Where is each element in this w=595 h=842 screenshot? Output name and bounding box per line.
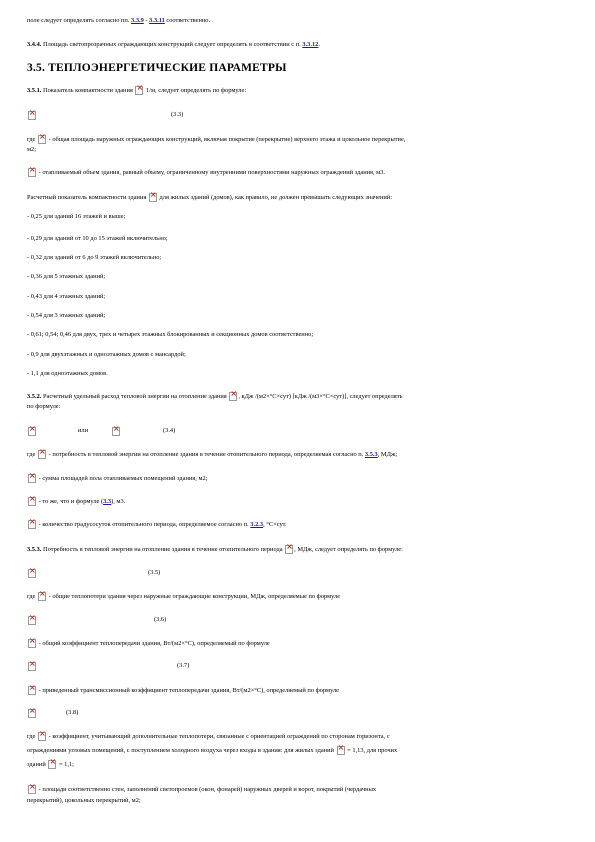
text: , кДж /(м2×°С×сут) [кДж /(м3×°С×сут)], следует определять: [238, 392, 403, 400]
text: где: [27, 732, 37, 740]
list-item: - 0,25 для зданий 16 этажей и выше;: [27, 213, 126, 220]
broken-image-icon: [38, 450, 46, 459]
text: Расчетный показатель компактности здания: [27, 193, 148, 201]
list-item: - 1,1 для одноэтажных домов.: [27, 370, 108, 377]
list-item: - 0,36 для 5 этажных зданий;: [27, 273, 106, 280]
text: - приведенный трансмиссионный коэффициент теплопередачи здания, Вт/(м2×°С), определяемый по формуле: [37, 686, 340, 694]
text: Показатель компактности здания: [41, 86, 135, 94]
section-heading: 3.5. ТЕПЛОЭНЕРГЕТИЧЕСКИЕ ПАРАМЕТРЫ: [27, 62, 287, 74]
text: ), м3.: [111, 497, 126, 505]
volume-line: [27, 168, 571, 177]
list-item: - 0,61; 0,54; 0,46 для двух, трех и четырех этажных блокированных и секционных домов соответственно;: [27, 331, 314, 338]
equation-number: (3.3): [171, 111, 184, 118]
link-3-5-3[interactable]: 3.5.3: [364, 450, 378, 458]
formula-row: [27, 662, 571, 671]
area-line-cont: перекрытий), цокольных перекрытий, м2;: [27, 797, 141, 804]
text: - сумма площадей пола отапливаемых помещений здания, м2;: [37, 474, 208, 482]
formula-row: [27, 111, 571, 120]
broken-image-icon: [28, 427, 36, 436]
broken-image-icon: [28, 785, 36, 794]
broken-image-icon: [337, 746, 345, 755]
broken-image-icon: [38, 732, 46, 741]
link-3-3-11[interactable]: 3.3.11: [149, 17, 165, 24]
text: = 1,13, для прочих: [345, 746, 398, 754]
link-3-3-12[interactable]: 3.3.12: [302, 41, 319, 48]
link-3-2-3[interactable]: 3.2.3: [250, 520, 264, 528]
text: -: [143, 17, 150, 24]
kr-line: [27, 686, 571, 695]
broken-image-icon: [28, 569, 36, 578]
broken-image-icon: [48, 760, 56, 769]
text: , °С×сут.: [263, 520, 287, 528]
text: где: [27, 592, 37, 600]
paragraph-3-5-3: [27, 545, 571, 554]
broken-image-icon: [28, 520, 36, 529]
formula-row: [27, 709, 571, 718]
calc-line: [27, 193, 571, 202]
broken-image-icon: [28, 474, 36, 483]
broken-image-icon: [229, 392, 237, 401]
link-3-3-9[interactable]: 3.3.9: [131, 17, 144, 24]
paragraph-3-4-4: [27, 41, 571, 49]
text: для жилых зданий (домов), как правило, не должен превышать следующих значений:: [157, 193, 393, 201]
list-item: - 0,32 для зданий от 6 до 9 этажей включительно;: [27, 254, 162, 261]
text: - потребность в тепловой энергии на отопление здания в течение отопительного периода, определяемая согласно п.: [47, 450, 365, 458]
same-line: [27, 497, 571, 506]
gsop-line: [27, 520, 571, 529]
broken-image-icon: [28, 662, 36, 671]
where-line: [27, 135, 571, 144]
k-line: [27, 639, 571, 648]
text: , МДж, следует определять по формуле:: [294, 545, 403, 553]
text: поле следует определять согласно пп.: [27, 17, 132, 24]
where-line-cont: м2;: [27, 146, 37, 153]
list-item: - 0,9 для двухэтажных и одноэтажных домов с мансардой;: [27, 351, 186, 358]
sum-line: [27, 474, 571, 483]
paragraph-number: 3.5.1.: [27, 86, 42, 94]
equation-number: (3.8): [66, 709, 79, 716]
beta-line-cont: [27, 760, 571, 769]
text: Расчетный удельный расход тепловой энергии на отопление здания: [41, 392, 229, 400]
broken-image-icon: [149, 193, 157, 202]
equation-number: (3.7): [177, 662, 190, 669]
formula-row: [27, 427, 571, 436]
broken-image-icon: [28, 686, 36, 695]
text: ограждениями угловых помещений, с поступлением холодного воздуха через входы в здания: для жилых зданий: [27, 746, 336, 754]
paragraph-3-5-2: [27, 392, 571, 401]
where-line: [27, 450, 571, 459]
text: - количество градусосуток отопительного периода, определяемое согласно п.: [37, 520, 251, 528]
text: зданий: [27, 760, 48, 768]
text: , МДж;: [377, 450, 398, 458]
paragraph-number: 3.5.3.: [27, 545, 42, 553]
formula-row: [27, 616, 571, 625]
text: Потребность в тепловой энергии на отопление здания в течение отопительного периода: [41, 545, 285, 553]
text: соответственно.: [164, 17, 211, 24]
beta-line-cont: [27, 746, 571, 755]
text: = 1,1;: [57, 760, 74, 768]
broken-image-icon: [38, 592, 46, 601]
broken-image-icon: [28, 709, 36, 718]
text: - отапливаемый объем здания, равный объему, ограниченному внутренними поверхностями наружных ограждений здания, м3.: [37, 168, 385, 176]
broken-image-icon: [28, 168, 36, 177]
paragraph-number: 3.4.4.: [27, 41, 42, 48]
broken-image-icon: [38, 135, 46, 144]
text: где: [27, 135, 37, 143]
paragraph-3-5-1: [27, 86, 571, 95]
text: - коэффициент, учитывающий дополнительные теплопотери, связанные с ориентацией ограждений по сторонам горизонта, с: [47, 732, 390, 740]
text: где: [27, 450, 37, 458]
equation-number: (3.4): [163, 427, 176, 434]
broken-image-icon: [28, 639, 36, 648]
link-3-3[interactable]: 3.3: [103, 497, 112, 505]
text: - общие теплопотери здания через наружные ограждающие конструкции, МДж, определяемые по формуле: [47, 592, 341, 600]
broken-image-icon: [28, 111, 36, 120]
equation-number: (3.5): [148, 569, 161, 576]
broken-image-icon: [135, 86, 143, 95]
text: или: [78, 427, 89, 434]
text: 1/м, следует определять по формуле:: [144, 86, 247, 94]
list-item: - 0,54 для 3 этажных зданий;: [27, 312, 106, 319]
formula-row: [27, 569, 571, 578]
text: - площади соответственно стен, заполнений светопроемов (окон, фонарей) наружных дверей и ворот, покрытий (чердачных: [37, 785, 377, 793]
text: - общий коэффициент теплопередачи здания, Вт/(м2×°С), определяемый по формуле: [37, 639, 270, 647]
paragraph-continuation: [27, 17, 571, 25]
equation-number: (3.6): [154, 616, 167, 623]
paragraph-3-5-2-cont: по формуле:: [27, 403, 61, 410]
list-item: - 0,43 для 4 этажных зданий;: [27, 293, 106, 300]
area-line: [27, 785, 571, 794]
broken-image-icon: [28, 616, 36, 625]
broken-image-icon: [28, 497, 36, 506]
list-item: - 0,29 для зданий от 10 до 15 этажей включительно;: [27, 235, 168, 242]
text: - то же, что и формуле (: [37, 497, 104, 505]
paragraph-number: 3.5.2.: [27, 392, 42, 400]
beta-line: [27, 732, 571, 741]
text: .: [318, 41, 320, 48]
text: - общая площадь наружных ограждающих конструкций, включая покрытие (перекрытие) верхнего этажа и цокольное перекрытие,: [47, 135, 406, 143]
broken-image-icon: [285, 545, 293, 554]
broken-image-icon: [112, 427, 120, 436]
text: Площадь светопрозрачных ограждающих конструкций следует определять в соответствии с п.: [41, 41, 303, 48]
loss-line: [27, 592, 571, 601]
